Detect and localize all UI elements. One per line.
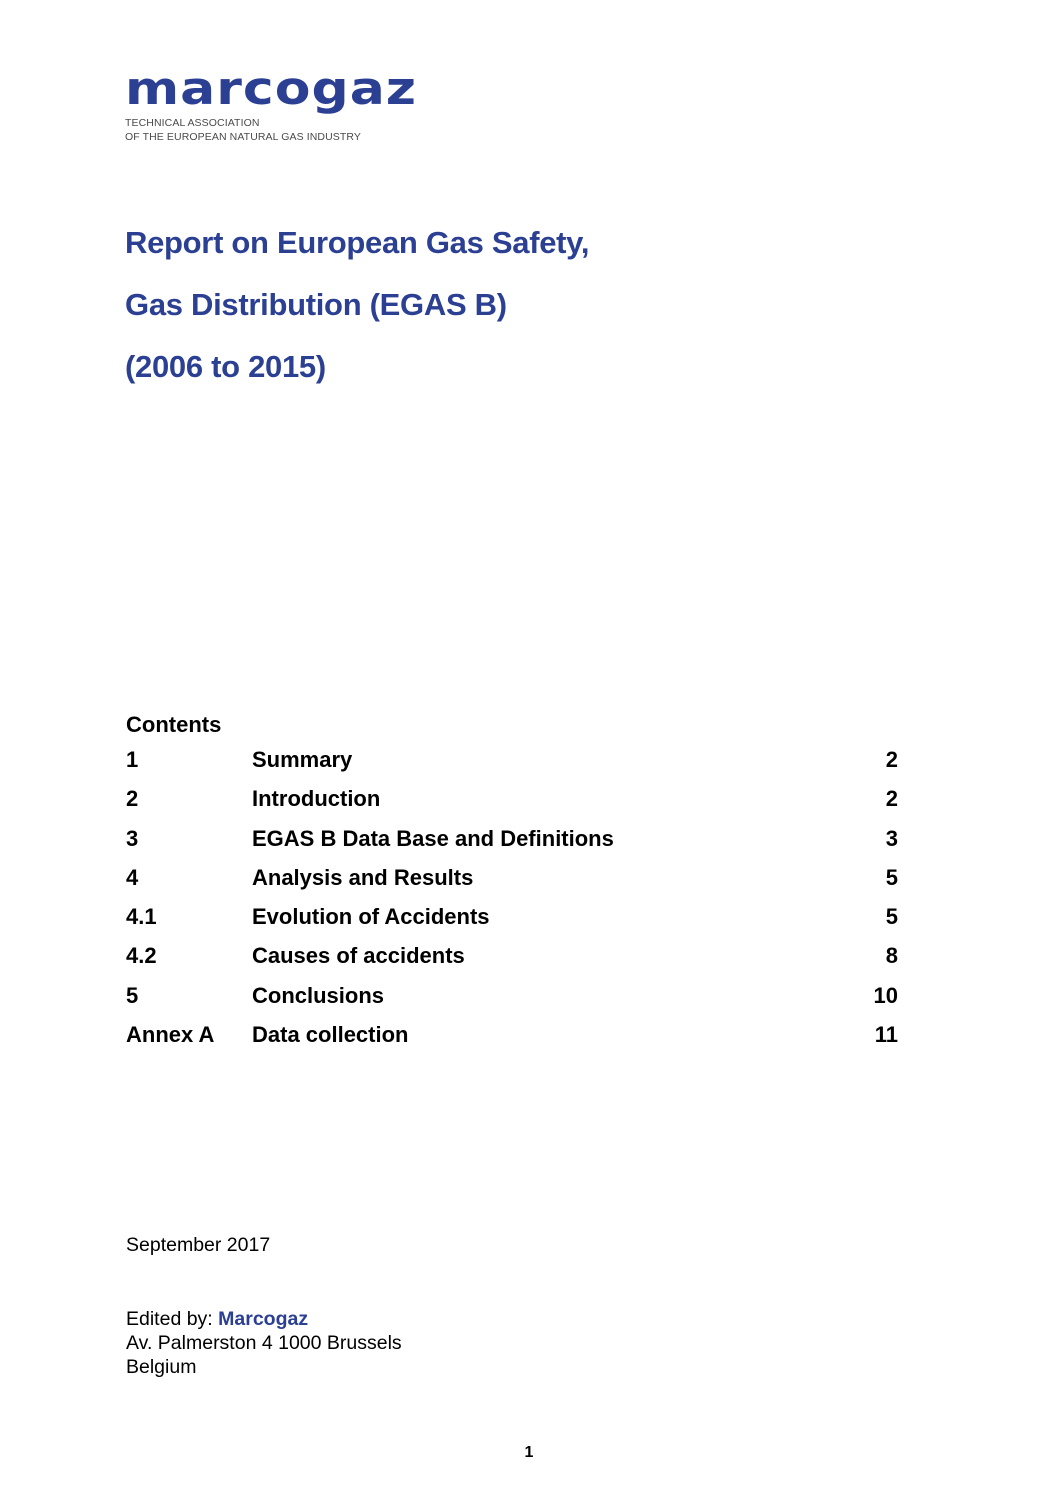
page-number: 1 xyxy=(524,1444,534,1461)
table-of-contents xyxy=(126,710,898,1059)
toc-entry-title: Conclusions xyxy=(252,982,385,1008)
toc-entry-number: 4.1 xyxy=(126,904,157,930)
editor-address-line1: Av. Palmerston 4 1000 Brussels xyxy=(126,1332,402,1354)
toc-entry-title: Summary xyxy=(252,747,353,772)
report-title-line3: (2006 to 2015) xyxy=(125,349,326,384)
toc-entry[interactable] xyxy=(126,941,898,980)
toc-entry-title: EGAS B Data Base and Definitions xyxy=(252,825,614,851)
toc-entry[interactable] xyxy=(126,902,898,941)
toc-entry[interactable] xyxy=(126,784,898,823)
logo-tagline-line1: TECHNICAL ASSOCIATION xyxy=(125,117,260,129)
toc-entry-title: Causes of accidents xyxy=(252,943,465,969)
toc-entry-page: 3 xyxy=(885,825,898,851)
toc-entry-title: Analysis and Results xyxy=(252,864,474,890)
toc-entry[interactable] xyxy=(126,1020,898,1059)
editor-line xyxy=(126,1307,402,1331)
editor-address-line2: Belgium xyxy=(126,1356,197,1378)
toc-entry-title: Introduction xyxy=(252,786,381,812)
editor-block xyxy=(126,1307,402,1379)
toc-entry-page: 8 xyxy=(885,943,898,969)
toc-entry-number: 4.2 xyxy=(126,943,157,969)
editor-label: Edited by: xyxy=(126,1308,219,1330)
toc-heading: Contents xyxy=(126,712,222,737)
toc-entry-title: Evolution of Accidents xyxy=(252,904,490,930)
marcogaz-logo xyxy=(125,62,418,144)
editor-org: Marcogaz xyxy=(218,1308,309,1330)
toc-entry-title: Data collection xyxy=(252,1022,409,1048)
toc-entry-page: 10 xyxy=(873,982,898,1008)
toc-entry-number: 3 xyxy=(126,825,139,851)
toc-list xyxy=(126,745,898,1059)
toc-entry-number: 4 xyxy=(126,864,139,890)
toc-entry-page: 5 xyxy=(885,864,898,890)
toc-entry[interactable] xyxy=(126,824,898,863)
toc-entry-page: 2 xyxy=(885,747,898,772)
publication-date: September 2017 xyxy=(126,1234,271,1256)
toc-entry[interactable] xyxy=(126,981,898,1020)
toc-entry-page: 2 xyxy=(885,786,898,812)
toc-entry-page: 11 xyxy=(874,1022,898,1048)
toc-entry[interactable] xyxy=(126,745,898,784)
toc-entry-number: 1 xyxy=(126,747,139,772)
toc-entry-number: Annex A xyxy=(126,1022,215,1048)
report-title-line2: Gas Distribution (EGAS B) xyxy=(125,287,507,322)
logo-wordmark: marcogaz xyxy=(125,62,418,116)
report-title-line1: Report on European Gas Safety, xyxy=(125,225,590,260)
report-title xyxy=(125,212,589,398)
toc-entry-number: 2 xyxy=(126,786,139,812)
logo-tagline-line2: OF THE EUROPEAN NATURAL GAS INDUSTRY xyxy=(125,131,361,143)
toc-entry-number: 5 xyxy=(126,982,139,1008)
toc-entry-page: 5 xyxy=(885,904,898,930)
toc-entry[interactable] xyxy=(126,863,898,902)
